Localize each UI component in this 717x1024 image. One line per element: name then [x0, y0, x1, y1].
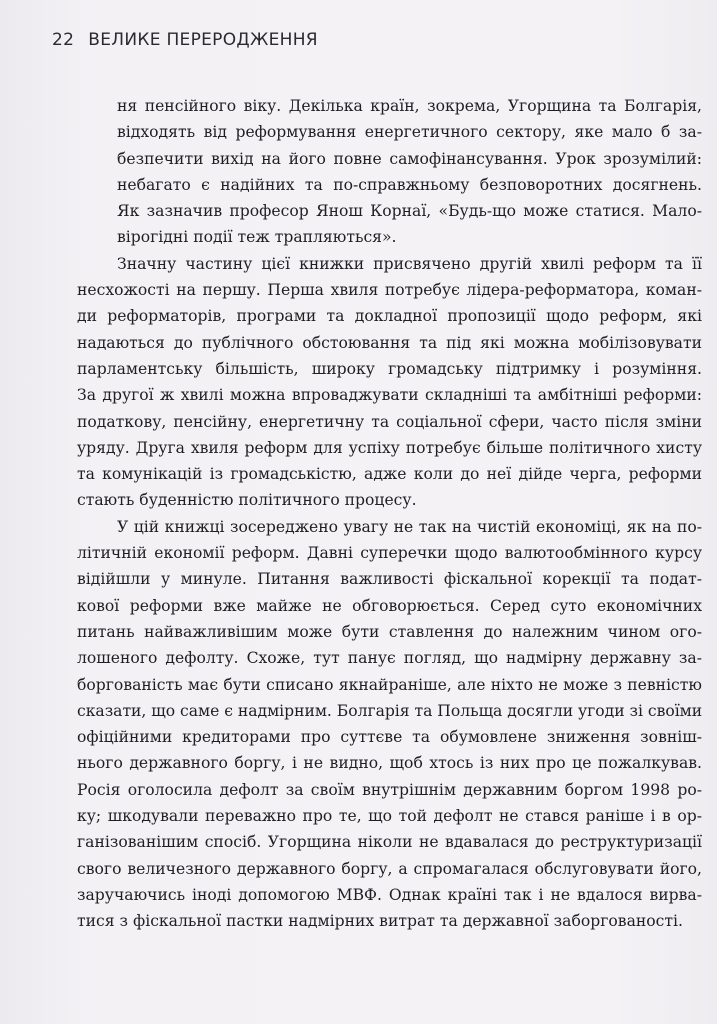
text-line: свого величезного державного боргу, а спромагалася обслуговувати його,	[77, 859, 702, 878]
text-line: ди реформаторів, програми та докладної пропозиції щодо реформ, які	[77, 307, 702, 326]
text-line: вірогідні події теж трапляються».	[117, 228, 397, 247]
text-line: боргованість має бути списано якнайраніше, але ніхто не може з певністю	[77, 675, 702, 694]
running-title: ВЕЛИКЕ ПЕРЕРОДЖЕННЯ	[88, 30, 318, 50]
text-line: несхожості на першу. Перша хвиля потребує лідера-реформатора, коман-	[77, 281, 702, 300]
text-line: уряду. Друга хвиля реформ для успіху потребує більше політичного хисту	[77, 438, 702, 457]
text-line: тися з фіскальної пастки надмірних витрат та державної заборгованості.	[77, 912, 683, 931]
text-line: нього державного боргу, і не видно, щоб хтось із них про це пожалкував.	[77, 754, 702, 773]
text-line: питань найважливішим може бути ставлення до належним чином ого-	[77, 622, 702, 641]
text-line: сказати, що саме є надмірним. Болгарія та Польща досягли угоди зі своїми	[77, 701, 703, 720]
text-line: лошеного дефолту. Схоже, тут панує погляд, що надмірну державну за-	[77, 649, 702, 668]
text-line: парламентську більшість, широку громадську підтримку і розуміння.	[77, 359, 702, 378]
running-head	[52, 30, 318, 50]
text-line: За другої ж хвилі можна впроваджувати складніші та амбітніші реформи:	[77, 386, 702, 405]
text-line: Значну частину цієї книжки присвячено другій хвилі реформ та її	[117, 254, 702, 273]
text-line: Як зазначив професор Янош Корнаї, «Будь-що може статися. Мало-	[117, 202, 702, 221]
text-line: У цій книжці зосереджено увагу не так на чистій економіці, як на по-	[117, 517, 702, 536]
text-line: заручаючись іноді допомогою МВФ. Однак країні так і не вдалося вирва-	[77, 885, 702, 904]
text-line: надаються до публічного обстоювання та під які можна мобілізовувати	[77, 333, 702, 352]
text-line: стають буденністю політичного процесу.	[77, 491, 417, 510]
text-line: ганізованішим спосіб. Угорщина ніколи не вдавалася до реструктуризації	[77, 833, 702, 852]
text-line: безпечити вихід на його повне самофінансування. Урок зрозумілий:	[117, 149, 702, 168]
text-line: та комунікацій із громадськістю, адже коли до неї дійде черга, реформи	[77, 465, 702, 484]
text-line: відійшли у минуле. Питання важливості фіскальної корекції та подат-	[77, 570, 702, 589]
text-line: офіційними кредиторами про суттєве та обумовлене зниження зовніш-	[77, 728, 702, 747]
body-text	[77, 93, 703, 935]
text-line: податкову, пенсійну, енергетичну та соціальної сфери, часто після зміни	[77, 412, 702, 431]
page-number: 22	[52, 30, 75, 50]
text-line: відходять від реформування енергетичного сектору, яке мало б за-	[117, 123, 702, 142]
text-line: ня пенсійного віку. Декілька країн, зокрема, Угорщина та Болгарія,	[117, 97, 702, 115]
text-line: літичній економії реформ. Давні суперечки щодо валютообмінного курсу	[77, 544, 702, 563]
text-line: Росія оголосила дефолт за своїм внутрішнім державним боргом 1998 ро-	[77, 780, 702, 799]
text-line: кової реформи вже майже не обговорюється. Серед суто економічних	[77, 596, 702, 615]
text-line: ку; шкодували переважно про те, що той дефолт не стався раніше і в ор-	[77, 807, 702, 826]
text-line: небагато є надійних та по-справжньому безповоротних досягнень.	[117, 175, 702, 194]
